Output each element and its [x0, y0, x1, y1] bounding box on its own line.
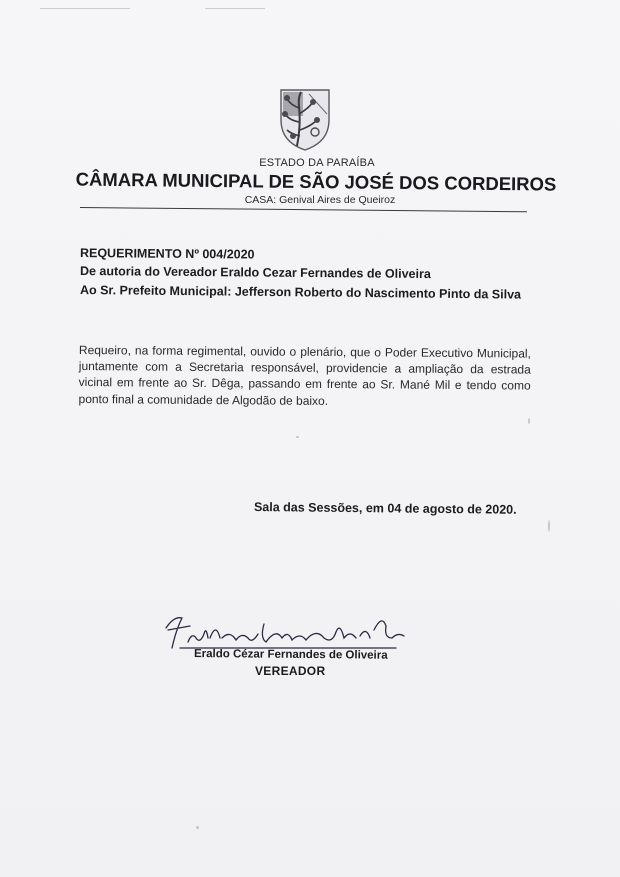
signatory-role: VEREADOR [255, 664, 326, 678]
request-addressee: Ao Sr. Prefeito Municipal: Jefferson Roberto do Nascimento Pinto da Silva [79, 283, 522, 302]
scan-speck [548, 520, 550, 532]
request-body: Requeiro, na forma regimental, ouvido o plenário, que o Poder Executivo Municipal, juntamente com a Secretaria responsável, providencie a ampliação da estrada vicinal em frente ao Sr. Dêga, passando em frente ao Sr. Mané Mil e tendo como ponto final a comunidade de Algodão de baixo. [78, 342, 531, 408]
house-name: CASA: Genival Aires de Queiroz [244, 194, 396, 206]
scan-speck [196, 826, 199, 829]
scan-artifact [40, 8, 130, 9]
signatory-name: Eraldo Cézar Fernandes de Oliveira [193, 648, 388, 662]
request-number: REQUERIMENTO Nº 004/2020 [79, 246, 255, 262]
municipal-crest-icon [275, 86, 335, 152]
scan-artifact [205, 8, 265, 9]
chamber-title: CÂMARA MUNICIPAL DE SÃO JOSÉ DOS CORDEIROS [75, 168, 557, 195]
state-name: ESTADO DA PARAÍBA [259, 157, 375, 169]
scan-speck [528, 418, 530, 424]
request-author: De autoria do Vereador Eraldo Cezar Fernandes de Oliveira [79, 264, 431, 282]
scan-speck [296, 436, 299, 438]
closing-date: Sala das Sessões, em 04 de agosto de 2020. [253, 500, 517, 517]
header-divider [80, 207, 527, 212]
